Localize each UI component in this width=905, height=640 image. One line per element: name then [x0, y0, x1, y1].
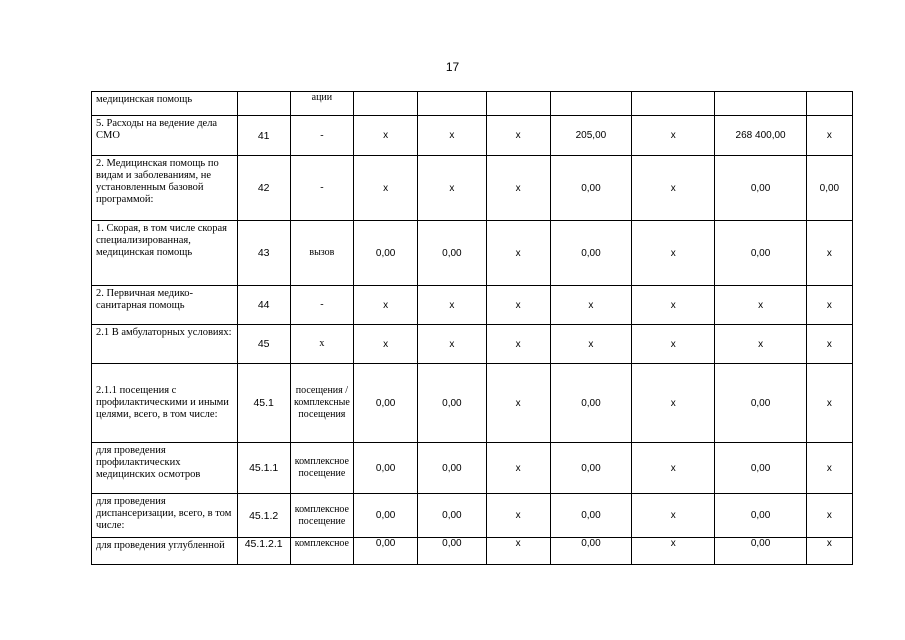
cell-value: x	[632, 538, 715, 565]
cell-value: 0,00	[715, 494, 806, 538]
row-unit: -	[290, 286, 353, 325]
row-unit: комплексное посещение	[290, 443, 353, 494]
row-name: медицинская помощь	[92, 92, 238, 116]
cell-value: x	[486, 221, 550, 286]
row-unit: x	[290, 325, 353, 364]
cell-value: 0,00	[715, 538, 806, 565]
table-row	[92, 494, 853, 538]
cell-value: x	[486, 364, 550, 443]
cell-value: x	[354, 286, 418, 325]
cell-value: x	[486, 286, 550, 325]
row-name: для проведения диспансеризации, всего, в том числе:	[92, 494, 238, 538]
row-unit: комплексное	[290, 538, 353, 565]
row-name: 5. Расходы на ведение дела СМО	[92, 116, 238, 156]
cell-value	[486, 92, 550, 116]
cell-value: x	[486, 325, 550, 364]
row-unit: ации	[290, 92, 353, 116]
cell-value: x	[632, 116, 715, 156]
row-code: 45.1.2	[237, 494, 290, 538]
row-name: 2.1 В амбулаторных условиях:	[92, 325, 238, 364]
cell-value: 0,00	[550, 156, 631, 221]
cell-value: 0,00	[354, 443, 418, 494]
table-row	[92, 364, 853, 443]
table-row	[92, 221, 853, 286]
cell-value: 0,00	[715, 221, 806, 286]
row-name: 1. Скорая, в том числе скорая специализированная, медицинская помощь	[92, 221, 238, 286]
cell-value: 0,00	[550, 494, 631, 538]
cell-value: 0,00	[550, 221, 631, 286]
cell-value: 0,00	[715, 364, 806, 443]
cell-value: x	[354, 156, 418, 221]
data-table	[91, 91, 853, 565]
cell-value	[632, 92, 715, 116]
cell-value	[806, 92, 852, 116]
cell-value: 205,00	[550, 116, 631, 156]
cell-value: x	[632, 221, 715, 286]
cell-value: x	[486, 538, 550, 565]
cell-value	[418, 92, 486, 116]
cell-value: 0,00	[715, 156, 806, 221]
row-unit: -	[290, 116, 353, 156]
table-row	[92, 116, 853, 156]
cell-value: x	[806, 538, 852, 565]
cell-value: 0,00	[418, 538, 486, 565]
row-code: 45	[237, 325, 290, 364]
cell-value: 0,00	[550, 538, 631, 565]
cell-value: x	[486, 494, 550, 538]
cell-value: x	[632, 156, 715, 221]
table-row	[92, 538, 853, 565]
table-row	[92, 92, 853, 116]
table-row	[92, 325, 853, 364]
row-name: 2. Первичная медико-санитарная помощь	[92, 286, 238, 325]
cell-value: 0,00	[354, 538, 418, 565]
cell-value	[354, 92, 418, 116]
row-code: 41	[237, 116, 290, 156]
cell-value: x	[806, 116, 852, 156]
row-name: для проведения профилактических медицинских осмотров	[92, 443, 238, 494]
row-code	[237, 92, 290, 116]
table-row	[92, 286, 853, 325]
row-unit: посещения / комплексные посещения	[290, 364, 353, 443]
cell-value: 0,00	[550, 443, 631, 494]
cell-value: x	[354, 325, 418, 364]
cell-value: x	[418, 116, 486, 156]
cell-value: 0,00	[550, 364, 631, 443]
cell-value: x	[806, 443, 852, 494]
cell-value: x	[550, 325, 631, 364]
cell-value: x	[632, 494, 715, 538]
cell-value: x	[806, 364, 852, 443]
cell-value: x	[418, 286, 486, 325]
cell-value: x	[715, 286, 806, 325]
row-code: 43	[237, 221, 290, 286]
row-code: 42	[237, 156, 290, 221]
cell-value: x	[715, 325, 806, 364]
cell-value: 0,00	[806, 156, 852, 221]
cell-value: x	[550, 286, 631, 325]
cell-value: x	[632, 325, 715, 364]
row-code: 45.1	[237, 364, 290, 443]
cell-value: 0,00	[354, 494, 418, 538]
cell-value: x	[806, 286, 852, 325]
cell-value: 0,00	[418, 494, 486, 538]
row-name: для проведения углубленной	[92, 538, 238, 565]
cell-value: 268 400,00	[715, 116, 806, 156]
cell-value: x	[632, 443, 715, 494]
cell-value: 0,00	[354, 221, 418, 286]
cell-value: x	[418, 325, 486, 364]
cell-value: 0,00	[354, 364, 418, 443]
cell-value: x	[806, 221, 852, 286]
cell-value: x	[486, 443, 550, 494]
cell-value: 0,00	[715, 443, 806, 494]
row-unit: комплексное посещение	[290, 494, 353, 538]
cell-value: x	[486, 116, 550, 156]
cell-value: x	[806, 325, 852, 364]
cell-value: 0,00	[418, 364, 486, 443]
row-unit: -	[290, 156, 353, 221]
row-code: 45.1.1	[237, 443, 290, 494]
row-name: 2. Медицинская помощь по видам и заболеваниям, не установленным базовой программой:	[92, 156, 238, 221]
page-number: 17	[445, 60, 460, 74]
row-name: 2.1.1 посещения с профилактическими и иными целями, всего, в том числе:	[92, 364, 238, 443]
cell-value: x	[486, 156, 550, 221]
table-row	[92, 443, 853, 494]
cell-value	[550, 92, 631, 116]
table-row	[92, 156, 853, 221]
cell-value: 0,00	[418, 221, 486, 286]
cell-value: x	[632, 364, 715, 443]
cell-value: x	[806, 494, 852, 538]
row-unit: вызов	[290, 221, 353, 286]
cell-value: x	[632, 286, 715, 325]
row-code: 44	[237, 286, 290, 325]
cell-value	[715, 92, 806, 116]
row-code: 45.1.2.1	[237, 538, 290, 565]
cell-value: 0,00	[418, 443, 486, 494]
cell-value: x	[354, 116, 418, 156]
cell-value: x	[418, 156, 486, 221]
